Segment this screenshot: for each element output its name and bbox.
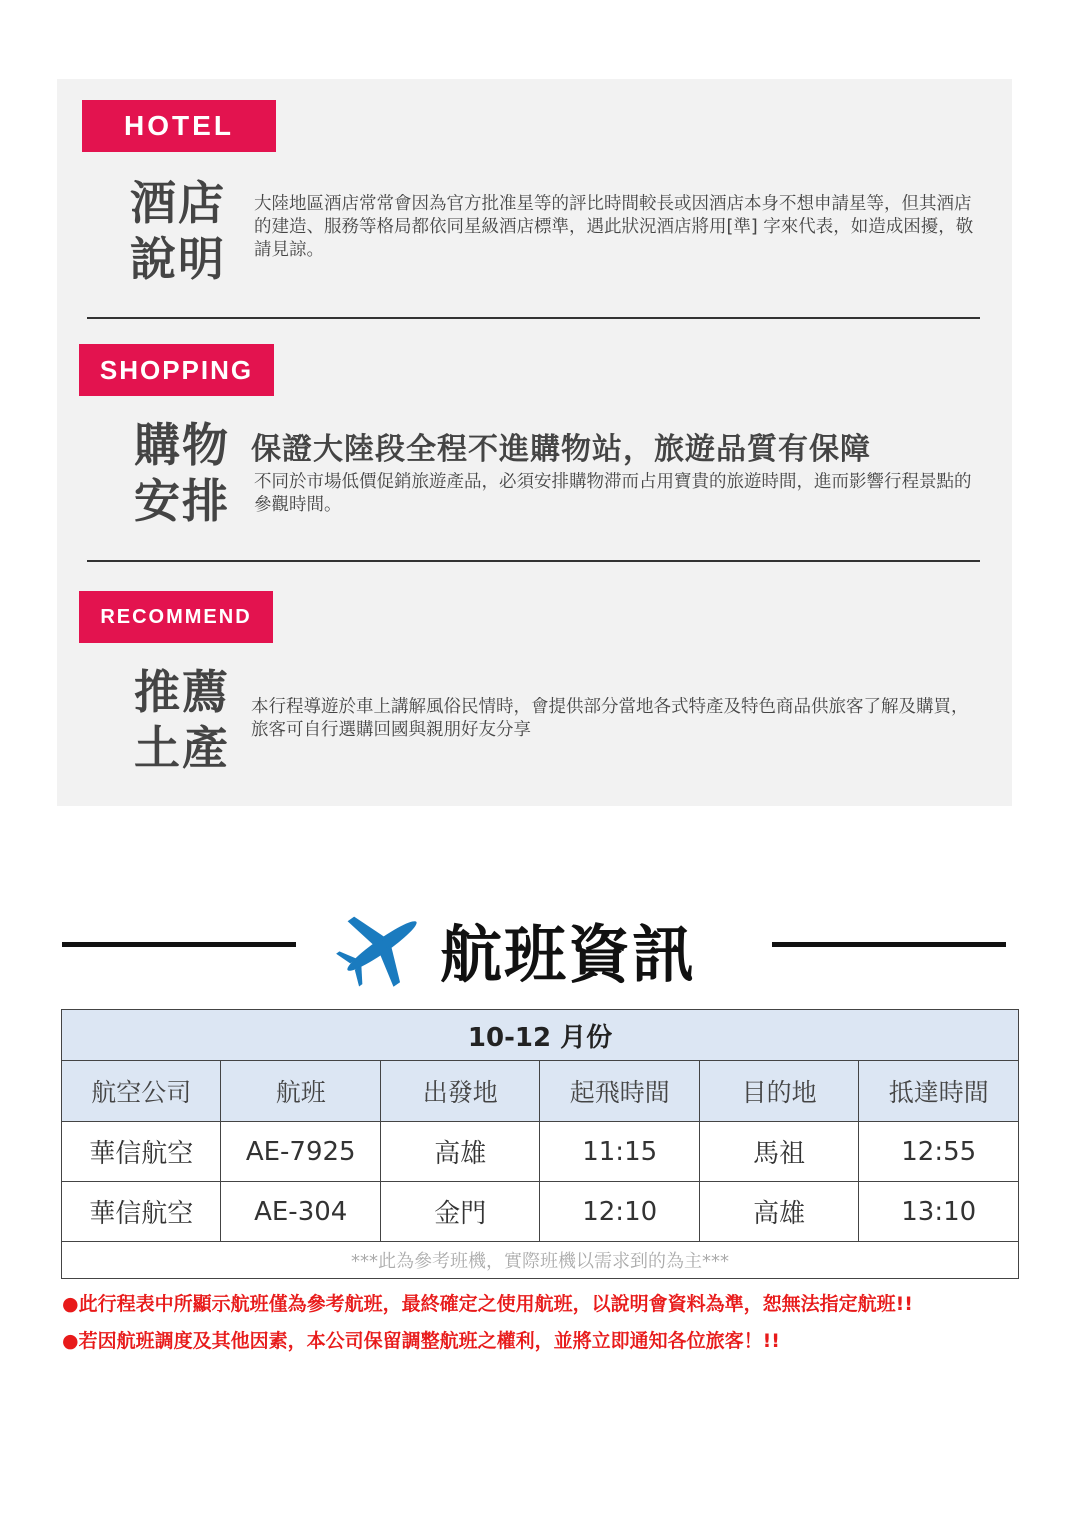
shopping-title-line1: 購物 — [134, 418, 230, 472]
destination-cell: 高雄 — [699, 1182, 858, 1242]
hotel-description: 大陸地區酒店常常會因為官方批准星等的評比時間較長或因酒店本身不想申請星等，但其酒店的建造、服務等格局都依同星級酒店標準，遇此狀況酒店將用[準] 字來代表，如造成困擾，敬請見諒。 — [254, 194, 974, 260]
hotel-title-line2: 說明 — [130, 232, 226, 286]
recommend-title-line1: 推薦 — [134, 665, 230, 719]
shopping-title — [134, 417, 230, 529]
table-header-row — [62, 1061, 1019, 1122]
shopping-title-line2: 安排 — [134, 474, 230, 528]
column-header: 航空公司 — [62, 1061, 221, 1122]
shopping-tag: SHOPPING — [79, 344, 274, 396]
column-header: 起飛時間 — [540, 1061, 700, 1122]
period-label: 10-12 月份 — [62, 1010, 1019, 1061]
reference-note: ***此為參考班機，實際班機以需求到的為主*** — [62, 1242, 1019, 1279]
airplane-icon — [334, 898, 430, 994]
section-divider — [87, 560, 980, 562]
hotel-title-line1: 酒店 — [130, 176, 226, 230]
table-row — [62, 1182, 1019, 1242]
departure-time-cell: 12:10 — [540, 1182, 700, 1242]
table-note-row — [62, 1242, 1019, 1279]
recommend-tag: RECOMMEND — [79, 591, 273, 643]
hotel-tag: HOTEL — [82, 100, 276, 152]
origin-cell: 金門 — [380, 1182, 539, 1242]
recommend-title — [134, 664, 230, 776]
shopping-headline: 保證大陸段全程不進購物站，旅遊品質有保障 — [251, 432, 871, 467]
departure-time-cell: 11:15 — [540, 1122, 700, 1182]
table-row — [62, 1122, 1019, 1182]
flight-number-cell: AE-304 — [221, 1182, 381, 1242]
flight-section-title: 航班資訊 — [440, 918, 697, 991]
title-rule-left — [62, 942, 296, 947]
recommend-description: 本行程導遊於車上講解風俗民情時，會提供部分當地各式特產及特色商品供旅客了解及購買，旅客可自行選購回國與親朋好友分享 — [251, 697, 969, 740]
airline-cell: 華信航空 — [62, 1122, 221, 1182]
origin-cell: 高雄 — [380, 1122, 539, 1182]
hotel-title — [130, 175, 226, 287]
arrival-time-cell: 13:10 — [859, 1182, 1019, 1242]
flight-table — [61, 1009, 1019, 1279]
column-header: 目的地 — [699, 1061, 858, 1122]
column-header: 出發地 — [380, 1061, 539, 1122]
title-rule-right — [772, 942, 1006, 947]
airline-cell: 華信航空 — [62, 1182, 221, 1242]
info-panel — [57, 79, 1012, 806]
warning-notice-2: ●若因航班調度及其他因素，本公司保留調整航班之權利，並將立即通知各位旅客！!! — [62, 1330, 780, 1352]
column-header: 抵達時間 — [859, 1061, 1019, 1122]
warning-notice-1: ●此行程表中所顯示航班僅為參考航班，最終確定之使用航班，以說明會資料為準，恕無法指定航班!! — [62, 1293, 913, 1315]
arrival-time-cell: 12:55 — [859, 1122, 1019, 1182]
period-row — [62, 1010, 1019, 1061]
shopping-description: 不同於市場低價促銷旅遊產品，必須安排購物滞而占用寶貴的旅遊時間，進而影響行程景點的參觀時間。 — [254, 472, 972, 515]
flight-number-cell: AE-7925 — [221, 1122, 381, 1182]
section-divider — [87, 317, 980, 319]
column-header: 航班 — [221, 1061, 381, 1122]
recommend-title-line2: 土產 — [134, 721, 230, 775]
destination-cell: 馬祖 — [699, 1122, 858, 1182]
